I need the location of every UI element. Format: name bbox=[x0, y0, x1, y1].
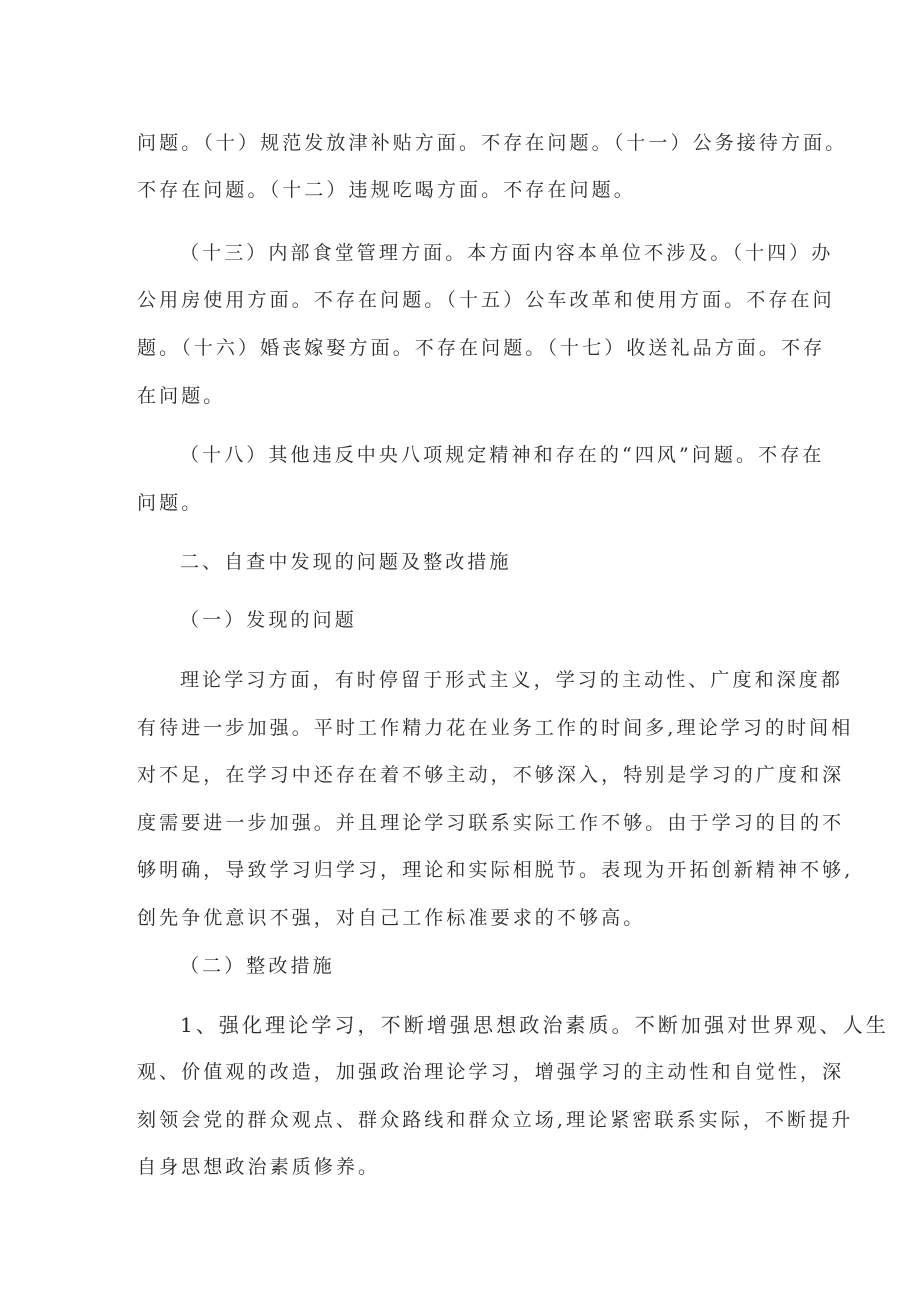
section-2-heading: 二、自查中发现的问题及整改措施 bbox=[180, 551, 512, 573]
paragraph-2-line-2: 公用房使用方面。不存在问题。（十五）公车改革和使用方面。不存在问 bbox=[137, 289, 835, 311]
paragraph-5-line-4: 自身思想政治素质修养。 bbox=[137, 1156, 381, 1178]
paragraph-4-line-5: 够明确，导致学习归学习，理论和实际相脱节。表现为开拓创新精神不够, bbox=[137, 859, 854, 881]
paragraph-3-line-1: （十八）其他违反中央八项规定精神和存在的“四风”问题。不存在 bbox=[180, 444, 825, 466]
paragraph-5-line-2: 观、价值观的改造，加强政治理论学习，增强学习的主动性和自觉性，深 bbox=[137, 1061, 845, 1083]
paragraph-4-line-1: 理论学习方面，有时停留于形式主义，学习的主动性、广度和深度都 bbox=[180, 669, 844, 691]
subheading-rectification-measures: （二）整改措施 bbox=[180, 955, 335, 977]
paragraph-2-line-4: 在问题。 bbox=[137, 385, 226, 407]
paragraph-1-line-2: 不存在问题。（十二）违规吃喝方面。不存在问题。 bbox=[137, 179, 636, 201]
paragraph-5-line-1: 1、强化理论学习，不断增强思想政治素质。不断加强对世界观、人生 bbox=[180, 1013, 889, 1037]
paragraph-3-line-2: 问题。 bbox=[137, 492, 204, 514]
paragraph-2-line-3: 题。（十六）婚丧嫁娶方面。不存在问题。（十七）收送礼品方面。不存 bbox=[137, 337, 826, 359]
subheading-found-problems: （一）发现的问题 bbox=[180, 609, 357, 631]
paragraph-1-line-1: 问题。（十）规范发放津补贴方面。不存在问题。（十一）公务接待方面。 bbox=[137, 132, 848, 154]
paragraph-4-line-6: 创先争优意识不强，对自己工作标准要求的不够高。 bbox=[137, 907, 646, 929]
paragraph-4-line-3: 对不足，在学习中还存在着不够主动，不够深入，特别是学习的广度和深 bbox=[137, 764, 845, 786]
paragraph-4-line-2: 有待进一步加强。平时工作精力花在业务工作的时间多,理论学习的时间相 bbox=[137, 717, 854, 739]
paragraph-5-line-3: 刻领会党的群众观点、群众路线和群众立场,理论紧密联系实际，不断提升 bbox=[137, 1109, 854, 1131]
paragraph-2-line-1: （十三）内部食堂管理方面。本方面内容本单位不涉及。（十四）办 bbox=[180, 242, 834, 264]
paragraph-4-line-4: 度需要进一步加强。并且理论学习联系实际工作不够。由于学习的目的不 bbox=[137, 812, 845, 834]
